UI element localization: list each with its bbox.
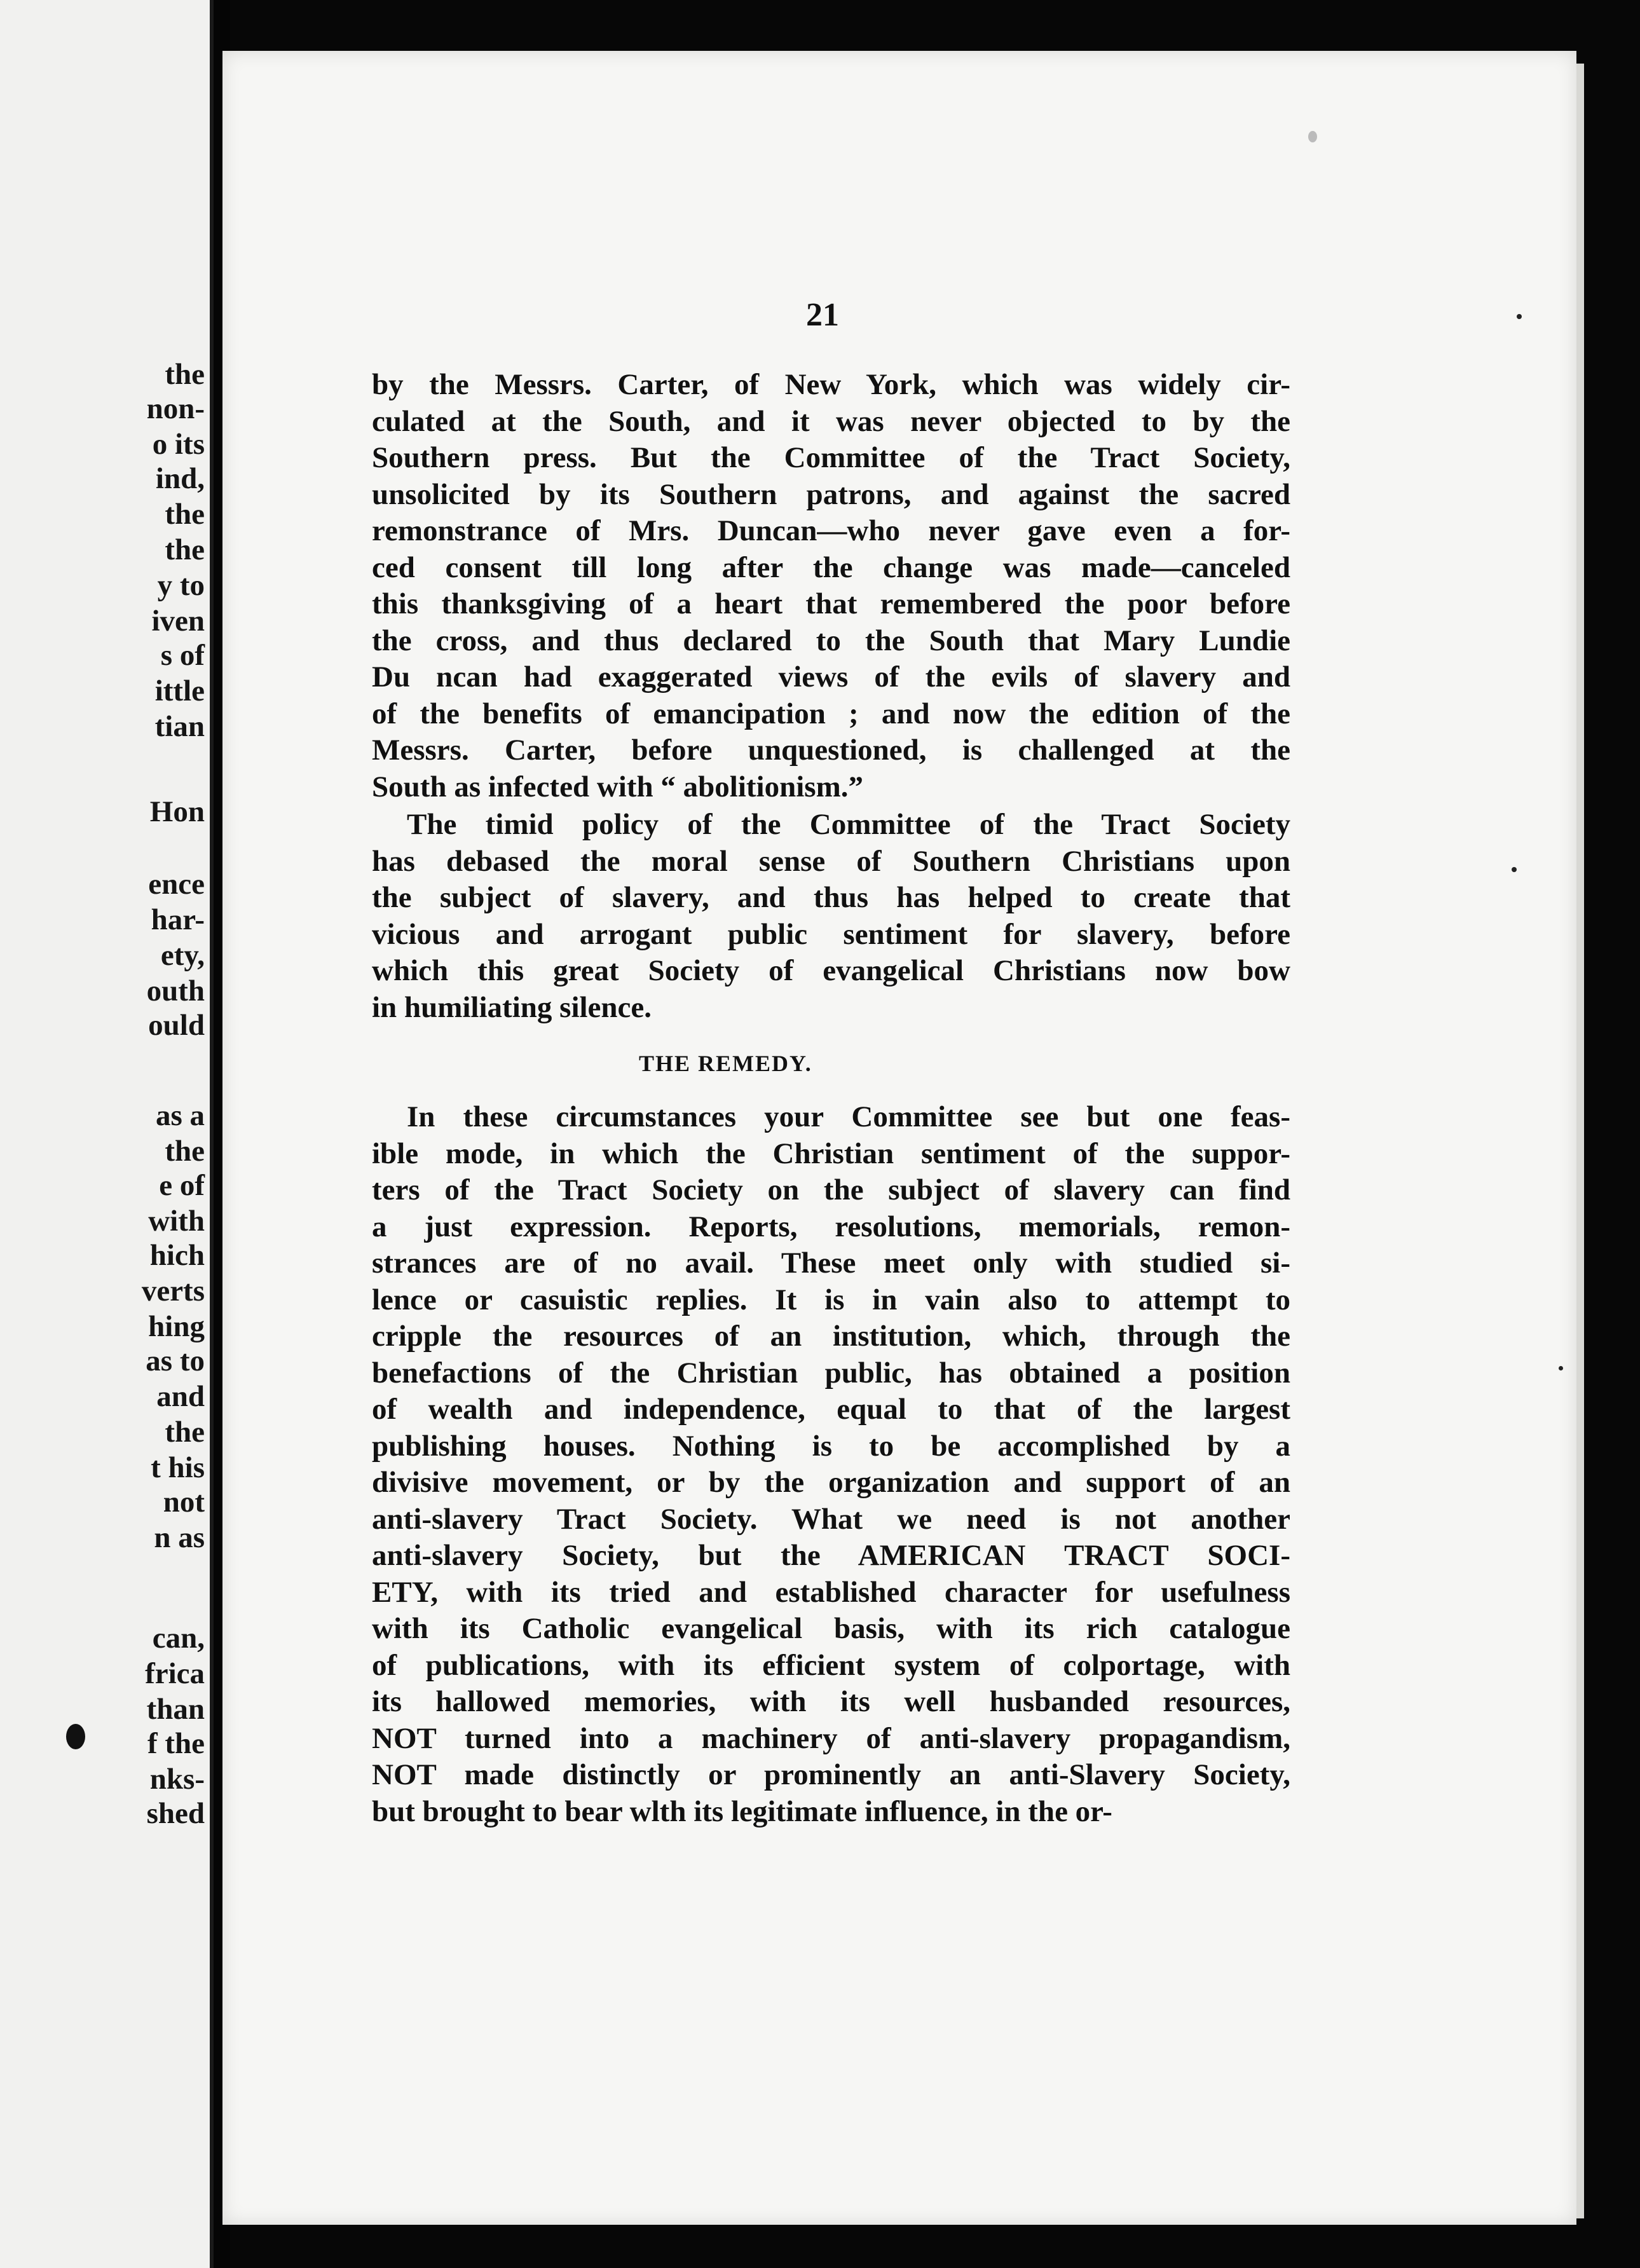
text-line: Messrs. Carter, before unquestioned, is challenged at the — [372, 734, 1290, 767]
text-line: NOT made distinctly or prominently an anti-Slavery Society, — [372, 1758, 1290, 1791]
text-line: lence or casuistic replies. It is in vain also to attempt to — [372, 1283, 1290, 1316]
text-line: benefactions of the Christian public, has obtained a position — [372, 1356, 1290, 1390]
text-line: a just expression. Reports, resolutions, memorials, remon- — [372, 1210, 1290, 1243]
page-number: 21 — [806, 297, 839, 333]
left-page-fragment — [0, 0, 214, 2268]
left-page-text-fragment: har- — [151, 903, 205, 936]
left-page-text-fragment: s of — [160, 639, 205, 672]
left-page-text-fragment: n as — [154, 1521, 205, 1554]
left-page-text-fragment: Hon — [149, 795, 205, 828]
text-line: NOT turned into a machinery of anti-slavery propagandism, — [372, 1721, 1290, 1755]
text-line: remonstrance of Mrs. Duncan—who never gave even a for- — [372, 514, 1290, 547]
text-line: divisive movement, or by the organization and support of an — [372, 1466, 1290, 1499]
text-line: anti-slavery Society, but the AMERICAN TRACT SOCI- — [372, 1539, 1290, 1572]
left-page-text-fragment: f the — [147, 1727, 205, 1760]
left-page-text-fragment: hich — [149, 1239, 205, 1272]
ink-speck — [66, 1724, 85, 1749]
left-page-text-fragment: as to — [146, 1344, 205, 1377]
text-line: In these circumstances your Committee see but one feas- — [407, 1100, 1290, 1133]
left-page-text-fragment: ittle — [154, 674, 205, 707]
page-edge — [1576, 64, 1584, 2218]
text-line: The timid policy of the Committee of the Tract Society — [407, 808, 1290, 841]
text-line: South as infected with “ abolitionism.” — [372, 770, 863, 803]
text-line: cripple the resources of an institution, which, through the — [372, 1320, 1290, 1353]
text-line: vicious and arrogant public sentiment for slavery, before — [372, 917, 1290, 951]
left-page-text-fragment: as a — [155, 1099, 205, 1132]
text-line: anti-slavery Tract Society. What we need is not another — [372, 1502, 1290, 1536]
text-line: of the benefits of emancipation ; and now the edition of the — [372, 697, 1290, 730]
text-line: by the Messrs. Carter, of New York, which was widely cir- — [372, 368, 1290, 401]
left-page-text-fragment: the — [165, 358, 205, 391]
left-page-text-fragment: not — [163, 1486, 205, 1519]
left-page-text-fragment: frica — [145, 1657, 205, 1690]
text-line: of publications, with its efficient system of colportage, with — [372, 1648, 1290, 1682]
text-line: has debased the moral sense of Southern Christians upon — [372, 844, 1290, 878]
left-page-text-fragment: iven — [151, 605, 205, 638]
ink-speck — [1512, 867, 1517, 872]
text-line: ced consent till long after the change was made—canceled — [372, 550, 1290, 584]
left-page-text-fragment: y to — [157, 569, 205, 602]
left-page-text-fragment: the — [165, 1135, 205, 1168]
left-page-text-fragment: and — [156, 1380, 205, 1413]
text-line: ETY, with its tried and established character for usefulness — [372, 1575, 1290, 1609]
text-line: publishing houses. Nothing is to be accomplished by a — [372, 1429, 1290, 1463]
ink-speck — [1517, 314, 1522, 319]
section-heading: THE REMEDY. — [639, 1051, 812, 1076]
left-page-text-fragment: e of — [159, 1169, 205, 1202]
left-page-text-fragment: the — [165, 498, 205, 531]
text-line: the cross, and thus declared to the South that Mary Lundie — [372, 624, 1290, 657]
left-page-text-fragment: hing — [148, 1310, 205, 1343]
text-line: strances are of no avail. These meet only with studied si- — [372, 1247, 1290, 1280]
text-line: unsolicited by its Southern patrons, and against the sacred — [372, 477, 1290, 511]
text-line: its hallowed memories, with its well husbanded resources, — [372, 1685, 1290, 1718]
left-page-text-fragment: with — [148, 1205, 205, 1238]
text-line: this thanksgiving of a heart that remembered the poor before — [372, 587, 1290, 620]
left-page-text-fragment: outh — [146, 974, 205, 1008]
text-line: the subject of slavery, and thus has helped to create that — [372, 881, 1290, 914]
text-line: Southern press. But the Committee of the Tract Society, — [372, 441, 1290, 474]
text-line: Du ncan had exaggerated views of the evils of slavery and — [372, 660, 1290, 693]
left-page-text-fragment: verts — [141, 1274, 205, 1308]
ink-speck — [1308, 131, 1317, 142]
text-line: in humiliating silence. — [372, 990, 652, 1024]
left-page-text-fragment: ence — [148, 868, 205, 901]
left-page-text-fragment: o its — [152, 428, 205, 461]
text-line: of wealth and independence, equal to that of the largest — [372, 1393, 1290, 1426]
text-line: culated at the South, and it was never objected to by the — [372, 404, 1290, 438]
text-line: with its Catholic evangelical basis, with its rich catalogue — [372, 1612, 1290, 1645]
left-page-text-fragment: the — [165, 533, 205, 566]
left-page-text-fragment: t his — [151, 1451, 205, 1484]
ink-speck — [1559, 1366, 1563, 1370]
left-page-text-fragment: can, — [152, 1622, 205, 1655]
text-line: ible mode, in which the Christian sentiment of the suppor- — [372, 1137, 1290, 1170]
left-page-text-fragment: ind, — [155, 462, 205, 495]
left-page-text-fragment: ould — [148, 1009, 205, 1042]
left-page-text-fragment: the — [165, 1416, 205, 1449]
left-page-text-fragment: non- — [146, 392, 205, 425]
text-line: ters of the Tract Society on the subject of slavery can find — [372, 1173, 1290, 1206]
left-page-text-fragment: than — [146, 1693, 205, 1726]
left-page-text-fragment: ety, — [160, 939, 205, 972]
left-page-text-fragment: tian — [154, 710, 205, 743]
text-line: which this great Society of evangelical Christians now bow — [372, 954, 1290, 987]
text-line: but brought to bear wlth its legitimate influence, in the or- — [372, 1794, 1112, 1828]
left-page-text-fragment: shed — [146, 1797, 205, 1830]
left-page-text-fragment: nks- — [149, 1763, 205, 1796]
